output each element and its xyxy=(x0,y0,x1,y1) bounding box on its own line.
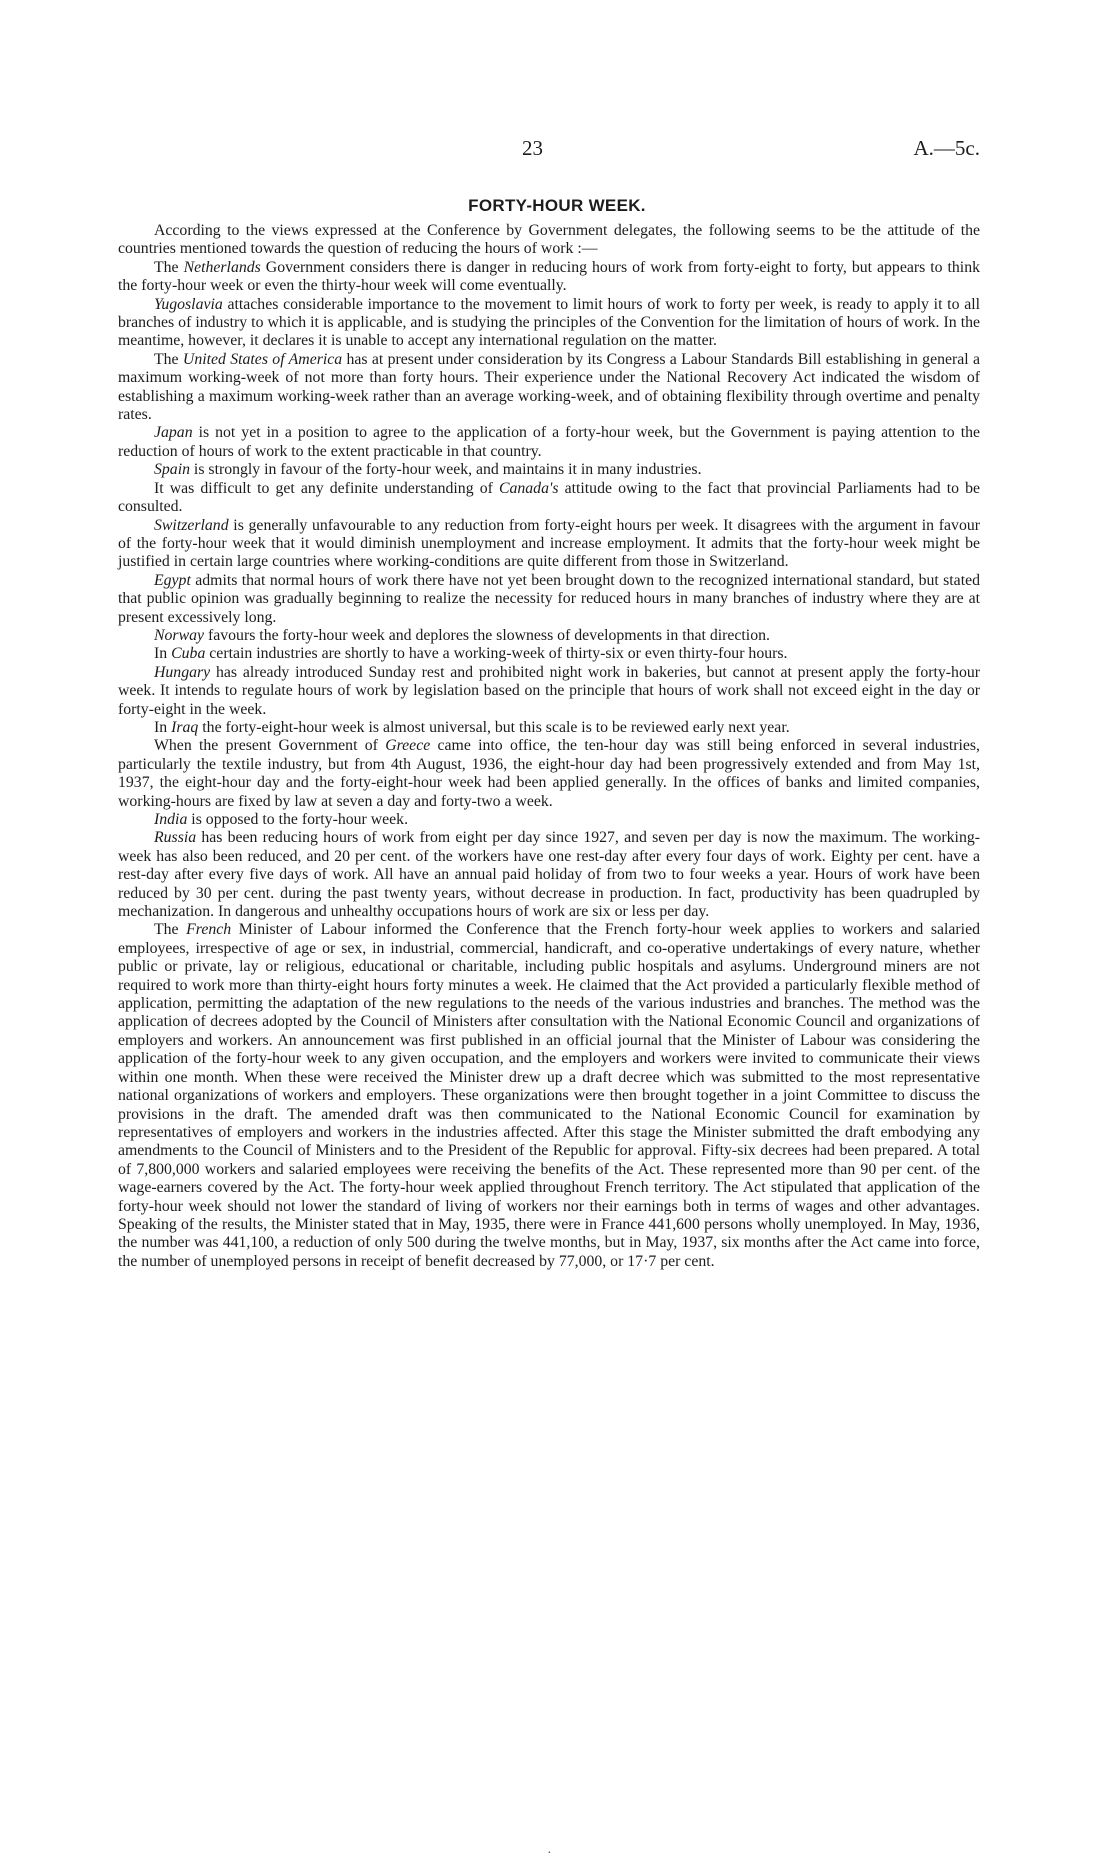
emphasized-term: Canada's xyxy=(498,479,559,497)
paragraph-text: is opposed to the forty-hour week. xyxy=(187,811,409,828)
body-paragraph xyxy=(118,645,980,663)
body-paragraph xyxy=(118,296,980,351)
emphasized-term: Spain xyxy=(154,461,190,479)
paragraph-text: In xyxy=(154,645,172,663)
emphasized-term: Greece xyxy=(385,737,431,755)
paragraph-text: has already introduced Sunday rest and prohibited night work in bakeries, but cannot at present apply the forty-hour week. It intends to regulate hours of work by legislation based on the principle that hours of work shall not exceed eight in the day or forty-eight in the week. xyxy=(118,663,980,718)
paragraph-text: According to the views expressed at the Conference by Government delegates, the following seems to be the attitude of the countries mentioned towards the question of reducing the hours of work :— xyxy=(118,222,980,258)
body-paragraph xyxy=(118,719,980,737)
emphasized-term: India xyxy=(154,811,188,828)
body-paragraph xyxy=(118,351,980,425)
body-paragraph xyxy=(118,829,980,921)
paragraph-text: attitude owing to the fact that provincial Parliaments had to be consulted. xyxy=(118,479,980,516)
paragraph-text: came into office, the ten-hour day was still being enforced in several industries, particularly the textile industry, but from 4th August, 1936, the eight-hour day had been progressively extended and from May 1st, 1937, the eight-hour day and the forty-eight-hour week had been applied generally. In the offices of banks and limited companies, working-hours are fixed by law at seven a day and forty-two a week. xyxy=(118,737,980,810)
paragraph-text: The xyxy=(154,258,184,276)
emphasized-term: Hungary xyxy=(154,663,211,681)
paragraph-text: The xyxy=(154,921,187,939)
paragraph-text: favours the forty-hour week and deplores the slowness of developments in that direction. xyxy=(204,626,770,644)
paragraph-text: has been reducing hours of work from eight per day since 1927, and seven per day is now the maximum. The working-week has also been reduced, and 20 per cent. of the workers have one rest-day after every four days of work. Eighty per cent. have a rest-day after every five days of work. All have an annual paid holiday of from two to four weeks a year. Hours of work have been reduced by 30 per cent. during the past twenty years, without decrease in production. In fact, productivity has been quadrupled by mechanization. In dangerous and unhealthy occupations hours of work are six or less per day. xyxy=(118,829,980,921)
emphasized-term: Japan xyxy=(154,424,193,442)
paragraph-text: is not yet in a position to agree to the application of a forty-hour week, but the Government is paying attention to the reduction of hours of work to the extent practicable in that country. xyxy=(118,424,980,460)
emphasized-term: Netherlands xyxy=(183,258,261,276)
body-paragraph xyxy=(118,259,980,296)
emphasized-term: Switzerland xyxy=(154,516,229,534)
paragraph-text: certain industries are shortly to have a working-week of thirty-six or even thirty-four hours. xyxy=(205,645,788,663)
paragraph-text: In xyxy=(154,718,172,736)
body-paragraph xyxy=(118,737,980,811)
section-title: FORTY-HOUR WEEK. xyxy=(468,196,646,215)
page-header xyxy=(0,136,1114,166)
body-paragraph xyxy=(118,461,980,479)
paragraph-text: has at present under consideration by its Congress a Labour Standards Bill establishing in general a maximum working-week of not more than forty hours. Their experience under the National Recovery Act indicated the wisdom of establishing a maximum working-week rather than an average working-week, and of obtaining flexibility through overtime and penalty rates. xyxy=(118,350,981,424)
emphasized-term: Russia xyxy=(154,829,197,847)
paragraph-text: The xyxy=(154,350,183,368)
paragraph-text: When the present Government of xyxy=(154,737,386,755)
paragraph-text: the forty-eight-hour week is almost universal, but this scale is to be reviewed early next year. xyxy=(198,718,790,736)
paragraph-text: admits that normal hours of work there have not yet been brought down to the recognized international standard, but stated that public opinion was gradually beginning to realize the necessity for reduced hours in many branches of industry where they are at present excessively long. xyxy=(118,571,980,626)
page-number: 23 xyxy=(522,136,543,160)
footer-mark: · xyxy=(547,1846,552,1861)
emphasized-term: United States of America xyxy=(182,350,343,368)
emphasized-term: Cuba xyxy=(171,645,206,663)
paragraph-text: It was difficult to get any definite understanding of xyxy=(154,479,499,497)
emphasized-term: Iraq xyxy=(171,718,199,736)
body-paragraph xyxy=(118,921,980,1271)
body-paragraph xyxy=(118,627,980,645)
emphasized-term: Yugoslavia xyxy=(154,295,223,313)
emphasized-term: Egypt xyxy=(154,571,191,589)
paragraph-text: Minister of Labour informed the Conference that the French forty-hour week applies to workers and salaried employees, irrespective of age or sex, in industrial, commercial, handicraft, and co-operative undertakings of every nature, whether public or private, lay or religious, educational or charitable, including public hospitals and asylums. Underground miners are not required to work more than thirty-eight hours forty minutes a week. He claimed that the Act provided a particularly flexible method of application, permitting the adaptation of the new regulations to the needs of the various industries and branches. The method was the application of decrees adopted by the Council of Ministers after consultation with the National Economic Council and organizations of employers and workers. An announcement was first published in an official journal that the Minister of Labour was considering the application of the forty-hour week to any given occupation, and the employers and workers were invited to communicate their views within one month. When these were received the Minister drew up a draft decree which was submitted to the most representative national organizations of workers and employers. These organizations were then brought together in a joint Committee to discuss the provisions in the draft. The amended draft was then communicated to the National Economic Council for examination by representatives of employers and workers in the industries affected. After this stage the Minister submitted the draft embodying any amendments to the Council of Ministers and to the President of the Republic for approval. Fifty-six decrees had been prepared. A total of 7,800,000 workers and salaried employees were receiving the benefits of the Act. These represented more than 90 per cent. of the wage-earners covered by the Act. The forty-hour week applied throughout French territory. The Act stipulated that application of the forty-hour week should not lower the standard of living of workers nor their earnings both in terms of wages and other advantages. Speaking of the results, the Minister stated that in May, 1935, there were in France 441,600 persons wholly unemployed. In May, 1936, the number was 441,100, a reduction of only 500 during the twelve months, but in May, 1937, six months after the Act came into force, the number of unemployed persons in receipt of benefit decreased by 77,000, or 17·7 per cent. xyxy=(118,921,980,1270)
body-paragraph xyxy=(118,424,980,461)
document-series-code: A.—5c. xyxy=(913,136,980,160)
paragraph-text: is generally unfavourable to any reduction from forty-eight hours per week. It disagrees with the argument in favour of the forty-hour week that it would diminish unemployment and increase employment. It admits that the forty-hour week might be justified in certain large countries where working-conditions are quite different from those in Switzerland. xyxy=(118,516,980,571)
body-paragraph xyxy=(118,811,980,829)
body-paragraph xyxy=(118,517,980,572)
emphasized-term: French xyxy=(186,921,232,939)
body-paragraph xyxy=(118,480,980,517)
emphasized-term: Norway xyxy=(154,626,205,644)
paragraph-text: is strongly in favour of the forty-hour week, and maintains it in many industries. xyxy=(189,461,702,479)
body-text xyxy=(118,222,980,1271)
paragraph-text: attaches considerable importance to the movement to limit hours of work to forty per week, is ready to apply it to all branches of industry to which it is applicable, and is studying the principles of the Convention for the limitation of hours of work. In the meantime, however, it declares it is unable to accept any international regulation on the matter. xyxy=(118,295,980,350)
body-paragraph xyxy=(118,664,980,719)
body-paragraph xyxy=(118,572,980,627)
paragraph-text: Government considers there is danger in reducing hours of work from forty-eight to forty, but appears to think the forty-hour week or even the thirty-hour week will come eventually. xyxy=(118,258,980,295)
body-paragraph xyxy=(118,222,980,259)
